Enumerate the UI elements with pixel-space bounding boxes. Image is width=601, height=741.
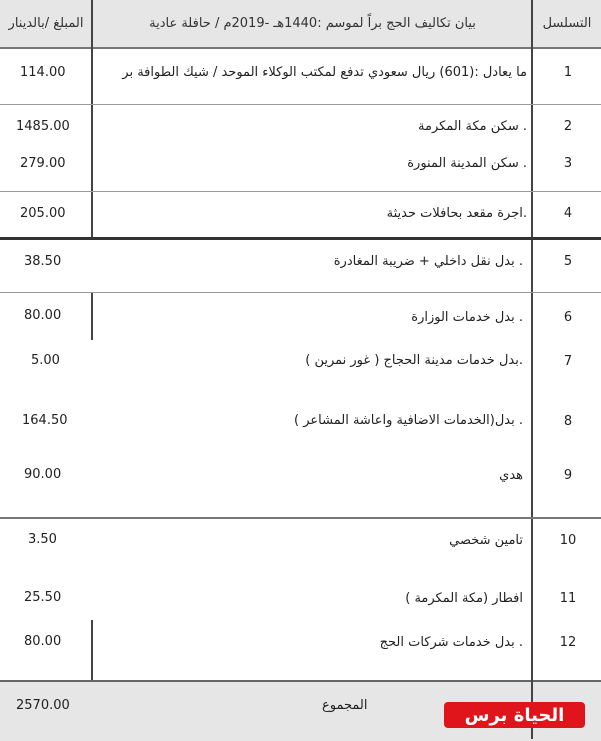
row-description: بدل نقل داخلي + ضريبة المغادرة . <box>333 254 523 269</box>
grid-line <box>91 0 93 47</box>
row-amount: 25.50 <box>24 590 62 605</box>
row-amount: 5.00 <box>31 353 60 368</box>
row-separator <box>0 191 601 192</box>
row-serial: 4 <box>563 206 573 221</box>
row-description: بدل(الخدمات الاضافية واعاشة المشاعر ) . <box>294 413 523 428</box>
row-amount: 279.00 <box>20 156 66 171</box>
row-description: بدل خدمات الوزارة . <box>411 310 523 325</box>
row-description: اجرة مقعد بحافلات حديثة. <box>386 206 527 221</box>
row-description: بدل خدمات مدينة الحجاج ( غور نمرين ). <box>305 353 523 368</box>
watermark-logo: الحياة برس <box>444 702 585 728</box>
header-description: بيان تكاليف الحج براً لموسم :1440هـ -2019م / حافلة عادية <box>149 16 476 31</box>
row-serial: 11 <box>559 591 577 606</box>
row-serial: 5 <box>563 254 573 269</box>
row-serial: 6 <box>563 310 573 325</box>
row-serial: 2 <box>563 119 573 134</box>
row-description: افطار (مكة المكرمة ) <box>405 591 523 606</box>
grid-line <box>91 620 93 680</box>
total-amount: 2570.00 <box>16 698 70 713</box>
grid-line <box>531 0 533 739</box>
grid-line <box>91 191 93 239</box>
row-amount: 164.50 <box>22 413 68 428</box>
row-serial: 3 <box>563 156 573 171</box>
row-serial: 1 <box>563 65 573 80</box>
row-amount: 1485.00 <box>16 119 70 134</box>
row-description: تامين شخصي <box>449 533 523 548</box>
row-serial: 8 <box>563 414 573 429</box>
row-amount: 80.00 <box>24 308 62 323</box>
header-amount: المبلغ /بالدينار <box>8 16 84 31</box>
row-description: سكن مكة المكرمة . <box>418 119 527 134</box>
header-serial: التسلسل <box>542 16 592 31</box>
row-amount: 38.50 <box>24 254 62 269</box>
row-description: سكن المدينة المنورة . <box>407 156 527 171</box>
row-amount: 205.00 <box>20 206 66 221</box>
row-amount: 80.00 <box>24 634 62 649</box>
total-label: المجموع <box>322 698 368 713</box>
row-separator <box>0 104 601 105</box>
row-description: هدي <box>499 468 523 483</box>
row-separator <box>0 517 601 519</box>
row-serial: 7 <box>563 354 573 369</box>
row-amount: 114.00 <box>20 65 66 80</box>
grid-line <box>91 47 93 104</box>
grid-line <box>91 292 93 340</box>
grid-line <box>91 104 93 191</box>
row-serial: 10 <box>559 533 577 548</box>
row-amount: 90.00 <box>24 467 62 482</box>
row-serial: 12 <box>559 635 577 650</box>
row-amount: 3.50 <box>28 532 57 547</box>
row-separator <box>0 292 601 293</box>
row-separator <box>0 237 601 240</box>
row-description: بدل خدمات شركات الحج . <box>379 635 523 650</box>
row-serial: 9 <box>563 468 573 483</box>
row-description: ما يعادل :(601) ريال سعودي تدفع لمكتب الوكلاء الموحد / شيك الطوافة بر <box>122 65 527 80</box>
